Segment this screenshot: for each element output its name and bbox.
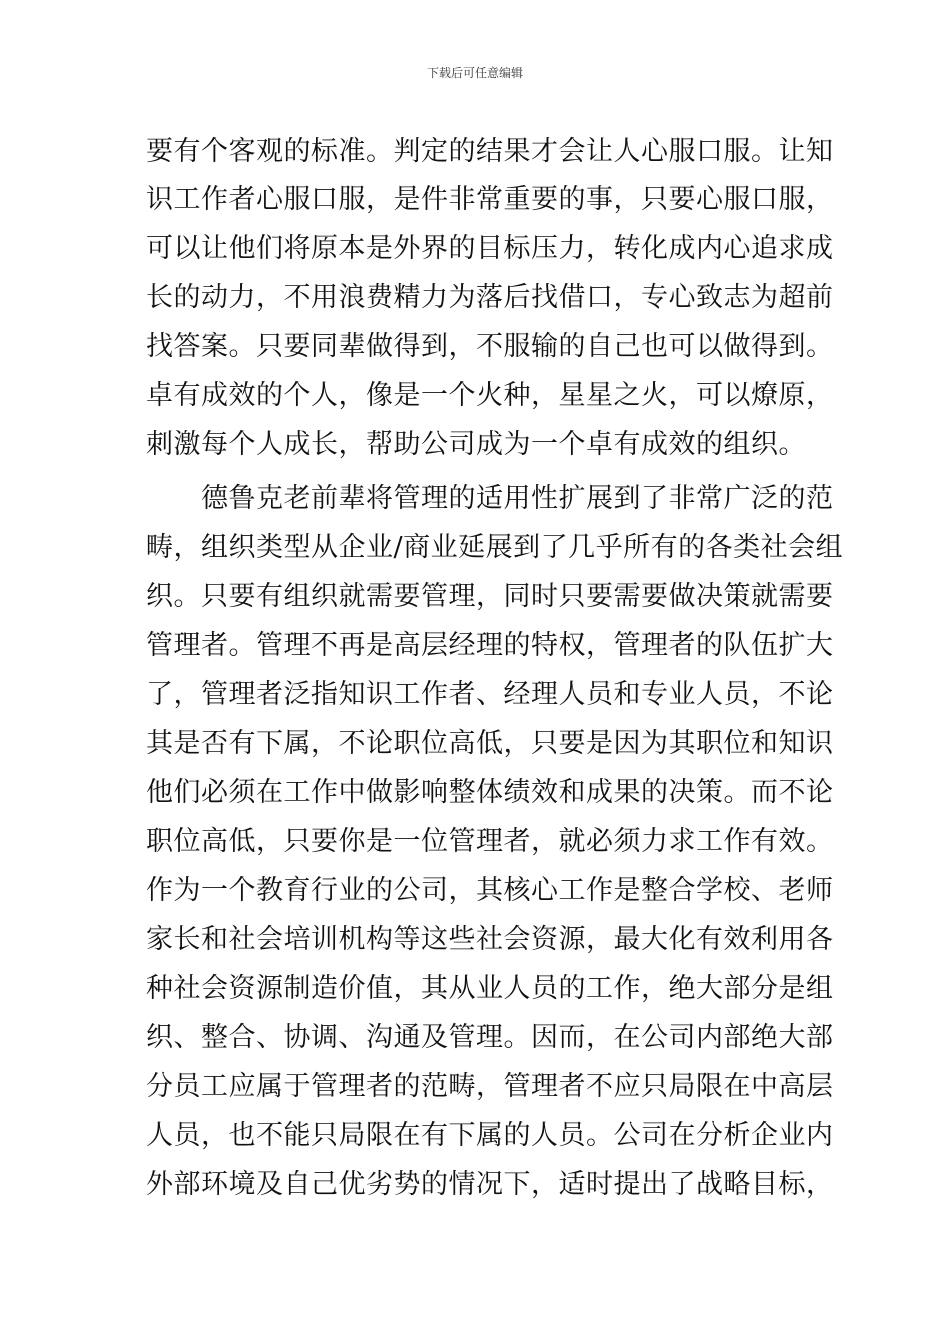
text-line: 德鲁克老前辈将管理的适用性扩展到了非常广泛的范 xyxy=(201,483,834,514)
text-line: 分员工应属于管理者的范畴，管理者不应只局限在中高层 xyxy=(146,1071,834,1102)
text-line: 其是否有下属，不论职位高低，只要是因为其职位和知识 xyxy=(146,728,834,759)
text-line: 了，管理者泛指知识工作者、经理人员和专业人员，不论 xyxy=(146,679,834,710)
text-line: 外部环境及自己优劣势的情况下，适时提出了战略目标， xyxy=(146,1169,834,1200)
text-line: 识工作者心服口服，是件非常重要的事，只要心服口服， xyxy=(146,184,834,215)
text-line: 卓有成效的个人，像是一个火种，星星之火，可以燎原， xyxy=(146,380,834,411)
text-line: 长的动力，不用浪费精力为落后找借口，专心致志为超前 xyxy=(146,282,834,313)
text-line: 找答案。只要同辈做得到，不服输的自己也可以做得到。 xyxy=(146,331,834,362)
text-line: 他们必须在工作中做影响整体绩效和成果的决策。而不论 xyxy=(146,777,834,808)
text-line: 刺激每个人成长，帮助公司成为一个卓有成效的组织。 xyxy=(146,429,806,460)
text-line: 管理者。管理不再是高层经理的特权，管理者的队伍扩大 xyxy=(146,630,834,661)
text-line: 畴，组织类型从企业/商业延展到了几乎所有的各类社会组 xyxy=(146,532,844,563)
text-line: 家长和社会培训机构等这些社会资源，最大化有效利用各 xyxy=(146,924,834,955)
text-line: 职位高低，只要你是一位管理者，就必须力求工作有效。 xyxy=(146,826,834,857)
text-line: 织。只要有组织就需要管理，同时只要需要做决策就需要 xyxy=(146,581,834,612)
text-line: 可以让他们将原本是外界的目标压力，转化成内心追求成 xyxy=(146,233,834,264)
text-line: 织、整合、协调、沟通及管理。因而，在公司内部绝大部 xyxy=(146,1022,834,1053)
text-line: 种社会资源制造价值，其从业人员的工作，绝大部分是组 xyxy=(146,973,834,1004)
page-header: 下载后可任意编辑 xyxy=(426,66,523,80)
text-line: 要有个客观的标准。判定的结果才会让人心服口服。让知 xyxy=(146,136,834,167)
text-line: 作为一个教育行业的公司，其核心工作是整合学校、老师 xyxy=(146,875,834,906)
text-line: 人员，也不能只局限在有下属的人员。公司在分析企业内 xyxy=(146,1120,834,1151)
